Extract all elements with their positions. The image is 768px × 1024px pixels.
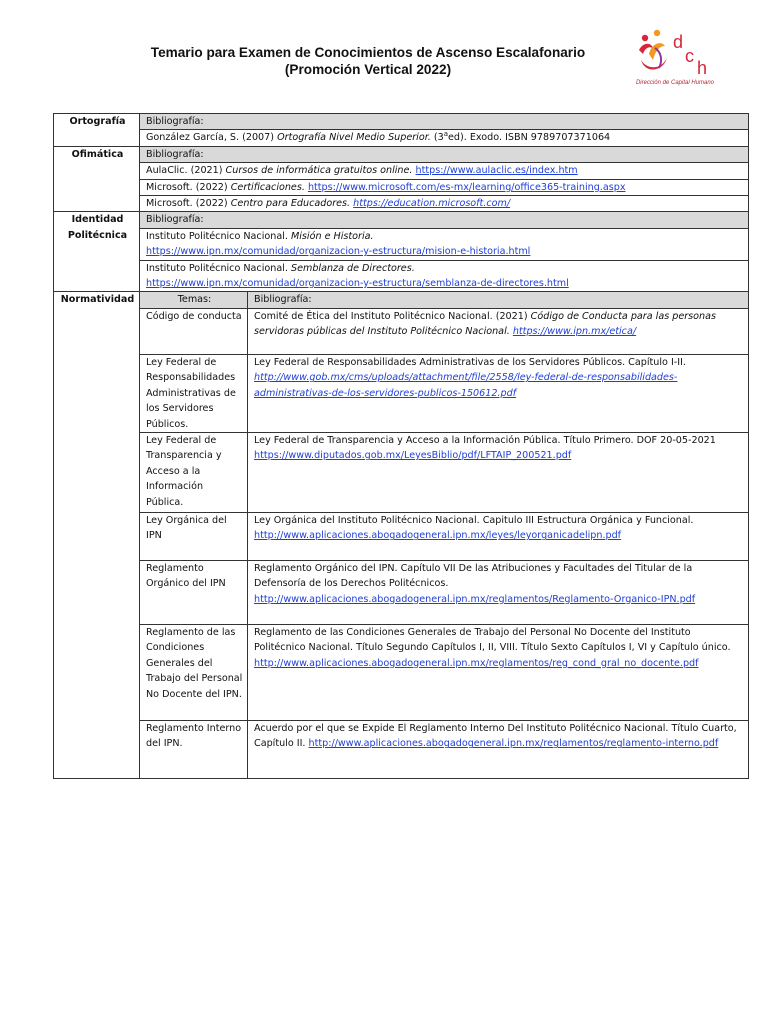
bibliografia-header: Bibliografía: <box>140 114 749 130</box>
tema-cell: Ley Orgánica del IPN <box>140 512 248 560</box>
bibliografia-header: Bibliografía: <box>140 212 749 228</box>
ley-responsabilidades-link[interactable]: http://www.gob.mx/cms/uploads/attachment/file/2558/ley-federal-de-responsabilidades-administrativas-de-los-servidores-publicos-150612.pdf <box>254 372 678 399</box>
ortografia-entry: González García, S. (2007) Ortografía Nivel Medio Superior. (3$^a$ed). Exodo. ISBN 9789707371064 <box>140 130 749 146</box>
ofimatica-entry-row <box>54 179 749 195</box>
bibliografia-cell: Reglamento Orgánico del IPN. Capítulo VII De las Atribuciones y Facultades del Titular de la Defensoría de los Derechos Politécnicos. http://www.aplicaciones.abogadogeneral.ipn.mx/reglamentos/Reglamento-Organico-IPN.pdf <box>248 560 749 624</box>
svg-text:d: d <box>673 32 684 52</box>
identidad-entry: Instituto Politécnico Nacional. Misión e Historia. https://www.ipn.mx/comunidad/organizacion-y-estructura/mision-e-historia.html <box>140 228 749 260</box>
mision-historia-link[interactable]: https://www.ipn.mx/comunidad/organizacion-y-estructura/mision-e-historia.html <box>146 246 531 258</box>
bibliografia-header: Bibliografía: <box>248 292 749 308</box>
reglamento-interno-link[interactable]: http://www.aplicaciones.abogadogeneral.ipn.mx/reglamentos/reglamento-interno.pdf <box>308 738 719 750</box>
tema-cell: Ley Federal de Transparencia y Acceso a la Información Pública. <box>140 432 248 512</box>
reglamento-organico-link[interactable]: http://www.aplicaciones.abogadogeneral.ipn.mx/reglamentos/Reglamento-Organico-IPN.pdf <box>254 593 696 605</box>
document-title <box>120 44 616 78</box>
etica-link[interactable]: https://www.ipn.mx/etica/ <box>512 326 637 338</box>
microsoft-certificaciones-link[interactable]: https://www.microsoft.com/es-mx/learning/office365-training.aspx <box>307 181 626 193</box>
table-row <box>54 720 749 778</box>
syllabus-table <box>53 113 749 779</box>
reglamento-condiciones-link[interactable]: http://www.aplicaciones.abogadogeneral.ipn.mx/reglamentos/reg_cond_gral_no_docente.pdf <box>254 657 699 669</box>
ofimatica-entry: AulaClic. (2021) Cursos de informática gratuitos online. https://www.aulaclic.es/index.htm <box>140 163 749 179</box>
identidad-header-row <box>54 212 749 228</box>
ortografia-header-row <box>54 114 749 130</box>
section-identidad-politecnica: Identidad Politécnica <box>54 212 140 292</box>
section-ortografia: Ortografía <box>54 114 140 147</box>
bibliografia-cell: Ley Orgánica del Instituto Politécnico Nacional. Capitulo III Estructura Orgánica y Funcional. http://www.aplicaciones.abogadogeneral.ipn.mx/leyes/leyorganicadelipn.pdf <box>248 512 749 560</box>
table-row <box>54 560 749 624</box>
temas-header: Temas: <box>140 292 248 308</box>
tema-cell: Reglamento de las Condiciones Generales del Trabajo del Personal No Docente del IPN. <box>140 624 248 720</box>
bibliografia-header: Bibliografía: <box>140 146 749 162</box>
table-row <box>54 624 749 720</box>
identidad-entry-row <box>54 228 749 260</box>
microsoft-educadores-link[interactable]: https://education.microsoft.com/ <box>353 198 511 210</box>
identidad-entry-row <box>54 260 749 292</box>
identidad-entry: Instituto Politécnico Nacional. Semblanza de Directores. https://www.ipn.mx/comunidad/organizacion-y-estructura/semblanza-de-directores.html <box>140 260 749 292</box>
ley-organica-link[interactable]: http://www.aplicaciones.abogadogeneral.ipn.mx/leyes/leyorganicadelipn.pdf <box>254 530 622 542</box>
ortografia-entry-row <box>54 130 749 146</box>
aulaclic-link[interactable]: https://www.aulaclic.es/index.htm <box>415 165 578 177</box>
ofimatica-entry: Microsoft. (2022) Centro para Educadores. https://education.microsoft.com/ <box>140 196 749 212</box>
bibliografia-cell: Reglamento de las Condiciones Generales de Trabajo del Personal No Docente del Instituto Politécnico Nacional. Título Segundo Capítulos I, II, VIII. Título Sexto Capítulos I, VI y Capítulo único. http://www.aplicaciones.abogadogeneral.ipn.mx/reglamentos/reg_cond_gral_no_docente.pdf <box>248 624 749 720</box>
table-row <box>54 512 749 560</box>
bibliografia-cell: Acuerdo por el que se Expide El Reglamento Interno Del Instituto Politécnico Nacional. Título Cuarto, Capítulo II. http://www.aplicaciones.abogadogeneral.ipn.mx/reglamentos/reglamento-interno.pdf <box>248 720 749 778</box>
tema-cell: Reglamento Interno del IPN. <box>140 720 248 778</box>
bibliografia-cell: Comité de Ética del Instituto Politécnico Nacional. (2021) Código de Conducta para las personas servidoras públicas del Instituto Politécnico Nacional. https://www.ipn.mx/etica/ <box>248 308 749 354</box>
logo-caption: Dirección de Capital Humano <box>635 80 715 86</box>
ofimatica-header-row <box>54 146 749 162</box>
title-line-2: (Promoción Vertical 2022) <box>284 62 452 77</box>
title-line-1: Temario para Examen de Conocimientos de Ascenso Escalafonario <box>150 45 586 60</box>
tema-cell: Código de conducta <box>140 308 248 354</box>
normatividad-header-row <box>54 292 749 308</box>
svg-text:c: c <box>685 46 694 66</box>
section-ofimatica: Ofimática <box>54 146 140 212</box>
ofimatica-entry-row <box>54 196 749 212</box>
table-row <box>54 354 749 432</box>
ofimatica-entry-row <box>54 163 749 179</box>
tema-cell: Ley Federal de Responsabilidades Administrativas de los Servidores Públicos. <box>140 354 248 432</box>
table-row <box>54 308 749 354</box>
tema-cell: Reglamento Orgánico del IPN <box>140 560 248 624</box>
ofimatica-entry: Microsoft. (2022) Certificaciones. https://www.microsoft.com/es-mx/learning/office365-training.aspx <box>140 179 749 195</box>
semblanza-directores-link[interactable]: https://www.ipn.mx/comunidad/organizacion-y-estructura/semblanza-de-directores.html <box>146 278 569 290</box>
dch-logo-icon <box>633 24 715 86</box>
table-row <box>54 432 749 512</box>
ley-transparencia-link[interactable]: https://www.diputados.gob.mx/LeyesBiblio/pdf/LFTAIP_200521.pdf <box>254 450 572 462</box>
section-normatividad: Normatividad <box>54 292 140 778</box>
bibliografia-cell: Ley Federal de Responsabilidades Administrativas de los Servidores Públicos. Capítulo I-II. http://www.gob.mx/cms/uploads/attachment/file/2558/ley-federal-de-responsabilidades-administrativas-de-los-servidores-publicos-150612.pdf <box>248 354 749 432</box>
bibliografia-cell: Ley Federal de Transparencia y Acceso a la Información Pública. Título Primero. DOF 20-05-2021 https://www.diputados.gob.mx/LeyesBiblio/pdf/LFTAIP_200521.pdf <box>248 432 749 512</box>
svg-text:h: h <box>697 58 708 78</box>
